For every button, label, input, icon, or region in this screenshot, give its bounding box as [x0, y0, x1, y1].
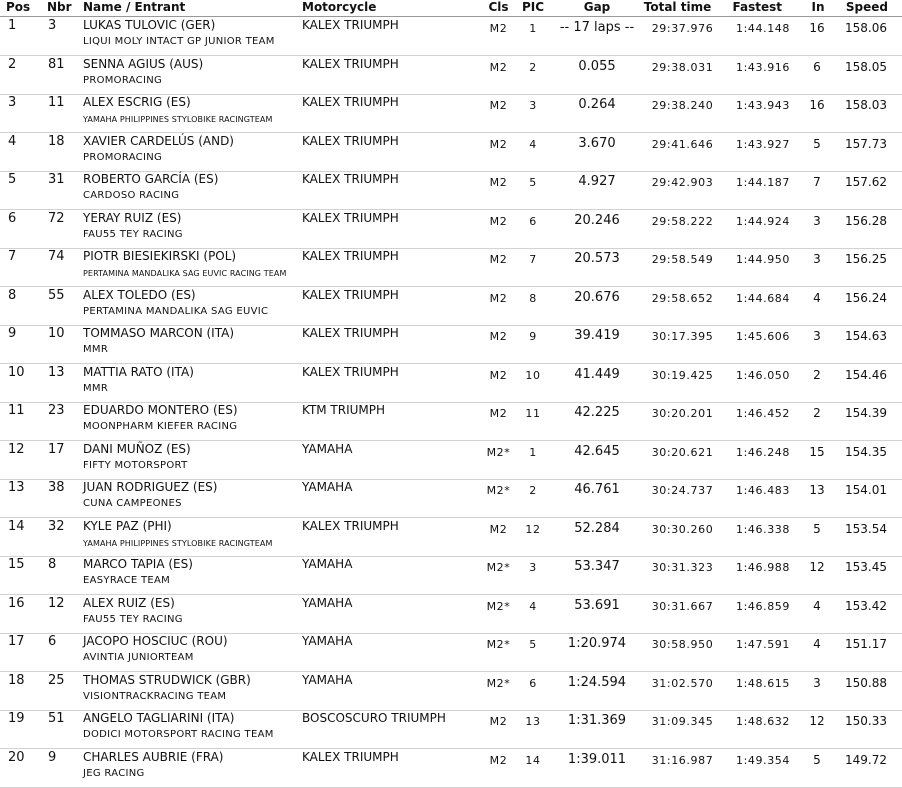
pos-cell: 15 — [8, 557, 25, 572]
nbr-cell: 23 — [48, 403, 65, 418]
nbr-cell: 74 — [48, 249, 65, 264]
rider-name: PIOTR BIESIEKIRSKI (POL) — [83, 249, 237, 263]
motorcycle-cell: KALEX TRIUMPH — [302, 287, 399, 302]
in-lap-cell: 4 — [813, 290, 821, 305]
fastest-lap-cell: 1:45.606 — [736, 330, 790, 343]
pic-cell: 1 — [529, 445, 537, 459]
total-time-cell: 30:20.201 — [651, 407, 714, 420]
pic-cell: 11 — [525, 407, 541, 420]
rider-name: MARCO TAPIA (ES) — [83, 557, 193, 571]
pic-cell: 14 — [525, 753, 541, 767]
gap-cell: 53.691 — [574, 597, 620, 613]
fastest-lap-cell: 1:46.050 — [736, 368, 790, 382]
total-time-cell: 29:58.652 — [651, 291, 714, 305]
total-time-cell: 29:41.646 — [651, 137, 714, 151]
motorcycle-cell: YAMAHA — [302, 557, 353, 571]
speed-cell: 153.42 — [845, 598, 887, 613]
fastest-lap-cell: 1:43.927 — [736, 137, 790, 151]
total-time-cell: 30:30.260 — [651, 522, 714, 536]
gap-cell: 53.347 — [574, 559, 620, 574]
rider-name: YERAY RUIZ (ES) — [83, 210, 182, 225]
total-time-cell: 30:19.425 — [651, 368, 714, 382]
in-lap-cell: 5 — [813, 752, 821, 767]
total-time-cell: 30:20.621 — [651, 445, 714, 459]
pic-cell: 6 — [529, 214, 537, 228]
table-header — [0, 0, 902, 17]
fastest-lap-cell: 1:46.988 — [736, 561, 790, 574]
in-lap-cell: 6 — [813, 59, 821, 74]
speed-cell: 158.05 — [845, 59, 887, 74]
speed-cell: 154.63 — [845, 329, 887, 343]
gap-cell: 1:31.369 — [567, 713, 627, 728]
class-cell: M2 — [489, 407, 508, 420]
motorcycle-cell: KALEX TRIUMPH — [302, 56, 399, 71]
total-time-cell: 30:58.950 — [651, 638, 714, 651]
pos-cell: 10 — [8, 364, 25, 380]
header-name: Name / Entrant — [83, 0, 186, 14]
total-time-cell: 29:38.240 — [651, 99, 714, 112]
entrant-team: PERTAMINA MANDALIKA SAG EUVIC — [83, 305, 269, 317]
motorcycle-cell: KALEX TRIUMPH — [302, 95, 399, 109]
motorcycle-cell: KALEX TRIUMPH — [302, 326, 399, 340]
fastest-lap-cell: 1:43.943 — [736, 99, 790, 112]
motorcycle-cell: KALEX TRIUMPH — [302, 249, 399, 263]
pos-cell: 11 — [8, 403, 25, 418]
class-cell: M2 — [489, 253, 508, 266]
nbr-cell: 3 — [48, 18, 57, 33]
entrant-team: JEG RACING — [83, 767, 145, 779]
nbr-cell: 12 — [48, 595, 65, 611]
gap-cell: 0.055 — [578, 58, 616, 74]
gap-cell: 20.246 — [574, 212, 620, 228]
pos-cell: 13 — [8, 480, 25, 495]
in-lap-cell: 3 — [813, 213, 821, 228]
pos-cell: 1 — [8, 18, 17, 33]
rider-name: ANGELO TAGLIARINI (ITA) — [83, 711, 235, 725]
table-row — [0, 56, 902, 95]
in-lap-cell: 3 — [813, 329, 821, 343]
pic-cell: 1 — [529, 22, 537, 35]
speed-cell: 157.62 — [845, 175, 887, 189]
motorcycle-cell: KTM TRIUMPH — [302, 403, 386, 417]
nbr-cell: 72 — [48, 210, 65, 226]
total-time-cell: 31:02.570 — [651, 676, 714, 690]
rider-name: THOMAS STRUDWICK (GBR) — [83, 672, 251, 687]
pos-cell: 18 — [8, 672, 25, 688]
total-time-cell: 30:24.737 — [651, 484, 714, 497]
motorcycle-cell: KALEX TRIUMPH — [302, 172, 399, 186]
nbr-cell: 17 — [48, 441, 65, 457]
rider-name: CHARLES AUBRIE (FRA) — [83, 749, 224, 764]
total-time-cell: 31:16.987 — [651, 753, 714, 767]
pos-cell: 14 — [8, 518, 25, 534]
fastest-lap-cell: 1:47.591 — [736, 638, 790, 651]
gap-cell: 52.284 — [574, 520, 620, 536]
nbr-cell: 6 — [48, 634, 57, 649]
rider-name: DANI MUÑOZ (ES) — [83, 441, 191, 456]
class-cell: M2* — [486, 445, 511, 459]
class-cell: M2 — [489, 291, 508, 305]
nbr-cell: 25 — [48, 672, 65, 688]
nbr-cell: 31 — [48, 172, 65, 187]
in-lap-cell: 16 — [809, 21, 825, 35]
nbr-cell: 18 — [48, 133, 65, 149]
gap-cell: 0.264 — [578, 97, 616, 112]
class-cell: M2* — [486, 676, 511, 690]
gap-cell: 46.761 — [574, 482, 620, 497]
speed-cell: 154.39 — [845, 406, 887, 420]
rider-name: JUAN RODRIGUEZ (ES) — [83, 480, 218, 494]
entrant-team: YAMAHA PHILIPPINES STYLOBIKE RACINGTEAM — [83, 115, 273, 124]
header-pic: PIC — [521, 0, 545, 14]
table-row — [0, 672, 902, 711]
gap-cell: 3.670 — [578, 135, 616, 151]
table-row — [0, 325, 902, 364]
table-row — [0, 710, 902, 749]
fastest-lap-cell: 1:44.924 — [736, 214, 790, 228]
entrant-team: FAU55 TEY RACING — [83, 613, 183, 625]
pos-cell: 16 — [8, 595, 25, 611]
fastest-lap-cell: 1:44.187 — [736, 176, 790, 189]
in-lap-cell: 7 — [813, 175, 821, 189]
table-row — [0, 94, 902, 133]
in-lap-cell: 15 — [809, 444, 825, 459]
in-lap-cell: 3 — [813, 675, 821, 690]
motorcycle-cell: BOSCOSCURO TRIUMPH — [302, 711, 446, 725]
pic-cell: 3 — [529, 99, 537, 112]
pos-cell: 17 — [8, 634, 25, 649]
rider-name: JACOPO HOSCIUC (ROU) — [83, 634, 228, 648]
pic-cell: 2 — [529, 484, 537, 497]
pos-cell: 19 — [8, 711, 25, 726]
fastest-lap-cell: 1:44.148 — [736, 22, 790, 35]
pos-cell: 12 — [8, 441, 25, 457]
pos-cell: 5 — [8, 172, 17, 187]
total-time-cell: 30:17.395 — [651, 330, 714, 343]
header-speed: Speed — [845, 0, 888, 14]
pic-cell: 5 — [529, 176, 537, 189]
pic-cell: 12 — [525, 522, 541, 536]
speed-cell: 153.54 — [845, 521, 887, 536]
fastest-lap-cell: 1:48.615 — [736, 676, 790, 690]
class-cell: M2 — [489, 330, 508, 343]
pos-cell: 6 — [8, 210, 17, 226]
class-cell: M2 — [489, 176, 508, 189]
class-cell: M2 — [489, 522, 508, 536]
pic-cell: 4 — [529, 599, 537, 613]
nbr-cell: 8 — [48, 557, 57, 572]
nbr-cell: 10 — [48, 326, 65, 341]
speed-cell: 150.88 — [845, 675, 887, 690]
gap-cell: 1:39.011 — [567, 751, 627, 767]
in-lap-cell: 2 — [813, 406, 821, 420]
table-row — [0, 595, 902, 634]
speed-cell: 150.33 — [845, 714, 887, 728]
total-time-cell: 29:38.031 — [651, 60, 714, 74]
rider-name: ALEX ESCRIG (ES) — [83, 95, 191, 109]
total-time-cell: 29:37.976 — [651, 22, 714, 35]
class-cell: M2* — [486, 599, 511, 613]
fastest-lap-cell: 1:48.632 — [736, 715, 790, 728]
table-row — [0, 210, 902, 249]
pic-cell: 6 — [529, 676, 537, 690]
entrant-team: FAU55 TEY RACING — [83, 228, 183, 240]
speed-cell: 149.72 — [845, 752, 887, 767]
table-row — [0, 633, 902, 672]
gap-cell: 42.645 — [574, 443, 620, 459]
pic-cell: 10 — [525, 368, 541, 382]
entrant-team: FIFTY MOTORSPORT — [83, 459, 188, 471]
fastest-lap-cell: 1:44.684 — [736, 291, 790, 305]
class-cell: M2 — [489, 137, 508, 151]
gap-cell: 4.927 — [578, 174, 616, 189]
header-fastest: Fastest — [732, 0, 782, 14]
pic-cell: 2 — [529, 60, 537, 74]
gap-cell: -- 17 laps -- — [559, 20, 635, 35]
class-cell: M2 — [489, 22, 508, 35]
entrant-team: PROMORACING — [83, 151, 163, 163]
pos-cell: 3 — [8, 95, 17, 110]
pos-cell: 2 — [8, 56, 17, 72]
in-lap-cell: 3 — [813, 252, 821, 266]
header-in: In — [811, 0, 825, 14]
entrant-team: MMR — [83, 344, 109, 355]
motorcycle-cell: KALEX TRIUMPH — [302, 133, 399, 148]
in-lap-cell: 4 — [813, 598, 821, 613]
total-time-cell: 31:09.345 — [651, 715, 714, 728]
pic-cell: 9 — [529, 330, 537, 343]
fastest-lap-cell: 1:46.483 — [736, 484, 790, 497]
rider-name: XAVIER CARDELÚS (AND) — [83, 133, 234, 148]
speed-cell: 156.25 — [845, 252, 887, 266]
gap-cell: 20.676 — [574, 289, 620, 305]
rider-name: ALEX RUIZ (ES) — [83, 595, 175, 610]
motorcycle-cell: KALEX TRIUMPH — [302, 18, 399, 32]
table-row — [0, 441, 902, 480]
speed-cell: 153.45 — [845, 560, 887, 574]
table-row — [0, 749, 902, 788]
fastest-lap-cell: 1:43.916 — [736, 60, 790, 74]
motorcycle-cell: YAMAHA — [302, 480, 353, 494]
nbr-cell: 51 — [48, 711, 65, 726]
in-lap-cell: 12 — [809, 560, 825, 574]
pos-cell: 20 — [8, 749, 25, 765]
class-cell: M2 — [489, 753, 508, 767]
rider-name: KYLE PAZ (PHI) — [83, 518, 172, 533]
rider-name: SENNA AGIUS (AUS) — [83, 56, 204, 71]
rider-name: LUKAS TULOVIC (GER) — [83, 18, 216, 32]
table-row — [0, 518, 902, 557]
gap-cell: 20.573 — [574, 251, 620, 266]
entrant-team: PERTAMINA MANDALIKA SAG EUVIC RACING TEAM — [83, 269, 287, 278]
gap-cell: 39.419 — [574, 328, 620, 343]
entrant-team: CUNA CAMPEONES — [83, 498, 182, 509]
motorcycle-cell: YAMAHA — [302, 595, 353, 610]
entrant-team: VISIONTRACKRACING TEAM — [83, 690, 227, 702]
fastest-lap-cell: 1:44.950 — [736, 253, 790, 266]
in-lap-cell: 12 — [809, 714, 825, 728]
class-cell: M2* — [486, 484, 511, 497]
nbr-cell: 55 — [48, 287, 65, 303]
fastest-lap-cell: 1:46.859 — [736, 599, 790, 613]
rider-name: ALEX TOLEDO (ES) — [83, 287, 196, 302]
rider-name: MATTIA RATO (ITA) — [83, 364, 194, 379]
header-pos: Pos — [6, 0, 31, 14]
speed-cell: 156.28 — [845, 213, 887, 228]
table-row — [0, 171, 902, 210]
class-cell: M2* — [486, 638, 511, 651]
motorcycle-cell: KALEX TRIUMPH — [302, 364, 399, 379]
table-row — [0, 248, 902, 287]
nbr-cell: 38 — [48, 480, 65, 495]
motorcycle-cell: YAMAHA — [302, 634, 353, 648]
motorcycle-cell: KALEX TRIUMPH — [302, 518, 399, 533]
fastest-lap-cell: 1:49.354 — [736, 753, 790, 767]
speed-cell: 154.46 — [845, 367, 887, 382]
header-gap: Gap — [583, 0, 611, 14]
in-lap-cell: 13 — [809, 483, 825, 497]
table-row — [0, 287, 902, 326]
total-time-cell: 30:31.667 — [651, 599, 714, 613]
motorcycle-cell: KALEX TRIUMPH — [302, 749, 399, 764]
entrant-team: CARDOSO RACING — [83, 190, 180, 201]
nbr-cell: 9 — [48, 749, 57, 765]
pos-cell: 7 — [8, 249, 17, 264]
table-row — [0, 479, 902, 518]
table-row — [0, 402, 902, 441]
in-lap-cell: 5 — [813, 521, 821, 536]
total-time-cell: 29:42.903 — [651, 176, 714, 189]
class-cell: M2 — [489, 99, 508, 112]
rider-name: ROBERTO GARCÍA (ES) — [83, 172, 219, 186]
gap-cell: 1:20.974 — [567, 636, 627, 651]
gap-cell: 1:24.594 — [567, 674, 627, 690]
header-cls: Cls — [488, 0, 509, 14]
pic-cell: 8 — [529, 291, 537, 305]
class-cell: M2 — [489, 715, 508, 728]
table-row — [0, 133, 902, 172]
header-total-time: Total time — [643, 0, 712, 14]
pic-cell: 13 — [525, 715, 541, 728]
entrant-team: MOONPHARM KIEFER RACING — [83, 421, 238, 432]
nbr-cell: 11 — [48, 95, 65, 110]
entrant-team: AVINTIA JUNIORTEAM — [83, 652, 194, 663]
in-lap-cell: 5 — [813, 136, 821, 151]
rider-name: EDUARDO MONTERO (ES) — [83, 403, 238, 417]
speed-cell: 158.06 — [845, 21, 887, 35]
total-time-cell: 29:58.222 — [651, 214, 714, 228]
pic-cell: 7 — [529, 253, 537, 266]
fastest-lap-cell: 1:46.248 — [736, 445, 790, 459]
speed-cell: 154.01 — [845, 483, 887, 497]
class-cell: M2 — [489, 60, 508, 74]
speed-cell: 156.24 — [845, 290, 887, 305]
fastest-lap-cell: 1:46.338 — [736, 522, 790, 536]
motorcycle-cell: KALEX TRIUMPH — [302, 210, 399, 225]
motorcycle-cell: YAMAHA — [302, 672, 353, 687]
entrant-team: PROMORACING — [83, 74, 163, 86]
in-lap-cell: 16 — [809, 98, 825, 112]
total-time-cell: 29:58.549 — [651, 253, 714, 266]
entrant-team: MMR — [83, 382, 109, 394]
class-cell: M2 — [489, 214, 508, 228]
pos-cell: 8 — [8, 287, 17, 303]
header-motorcycle: Motorcycle — [302, 0, 377, 14]
in-lap-cell: 2 — [813, 367, 821, 382]
pos-cell: 4 — [8, 133, 17, 149]
gap-cell: 41.449 — [574, 366, 620, 382]
speed-cell: 151.17 — [845, 637, 887, 651]
speed-cell: 154.35 — [845, 444, 887, 459]
in-lap-cell: 4 — [813, 637, 821, 651]
entrant-team: YAMAHA PHILIPPINES STYLOBIKE RACINGTEAM — [83, 538, 273, 548]
total-time-cell: 30:31.323 — [651, 561, 714, 574]
table-row — [0, 364, 902, 403]
pic-cell: 3 — [529, 561, 537, 574]
header-nbr: Nbr — [47, 0, 72, 14]
entrant-team: EASYRACE TEAM — [83, 575, 171, 586]
pos-cell: 9 — [8, 326, 17, 341]
motorcycle-cell: YAMAHA — [302, 441, 353, 456]
rider-name: TOMMASO MARCON (ITA) — [83, 326, 234, 340]
pic-cell: 4 — [529, 137, 537, 151]
gap-cell: 42.225 — [574, 405, 620, 420]
nbr-cell: 32 — [48, 518, 65, 534]
nbr-cell: 81 — [48, 56, 65, 72]
speed-cell: 158.03 — [845, 98, 887, 112]
nbr-cell: 13 — [48, 364, 65, 380]
entrant-team: DODICI MOTORSPORT RACING TEAM — [83, 729, 274, 740]
table-row — [0, 17, 902, 56]
speed-cell: 157.73 — [845, 136, 887, 151]
entrant-team: LIQUI MOLY INTACT GP JUNIOR TEAM — [83, 36, 275, 47]
class-cell: M2* — [486, 561, 511, 574]
pic-cell: 5 — [529, 638, 537, 651]
table-row — [0, 556, 902, 595]
fastest-lap-cell: 1:46.452 — [736, 407, 790, 420]
class-cell: M2 — [489, 368, 508, 382]
